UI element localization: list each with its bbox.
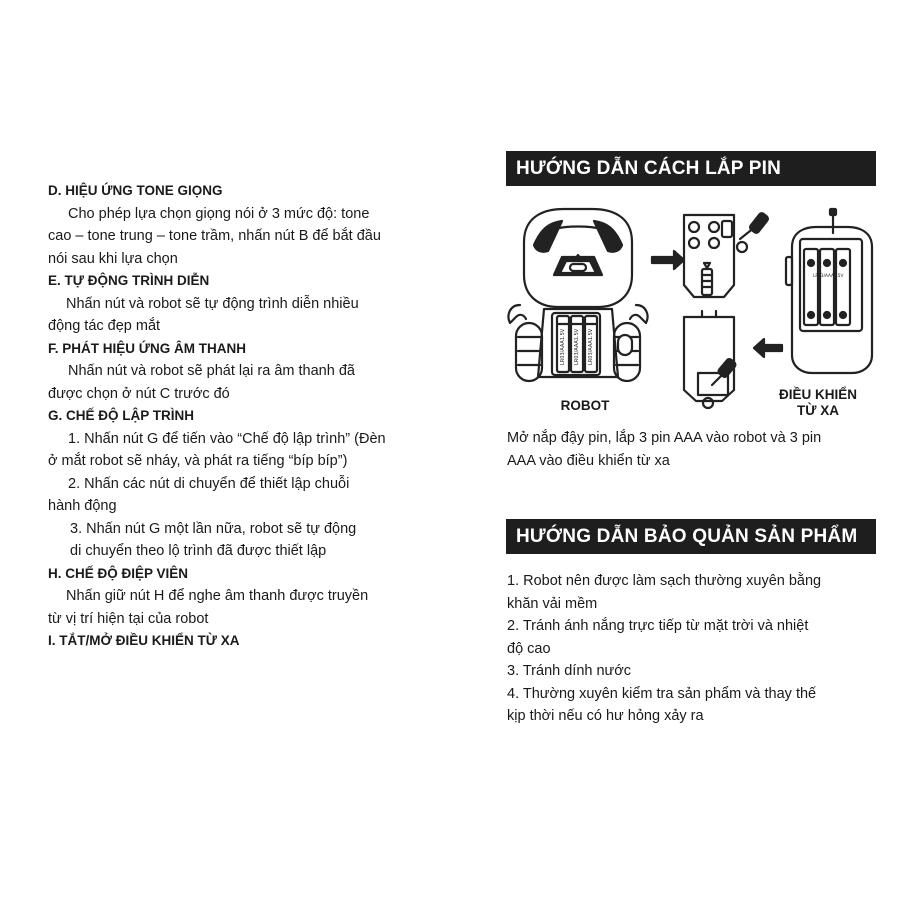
section-h-heading: H. CHẾ ĐỘ ĐIỆP VIÊN bbox=[48, 565, 189, 581]
section-g-item: 1. Nhấn nút G để tiến vào “Chế độ lập trình” (Đèn bbox=[68, 430, 386, 447]
section-g-heading: G. CHẾ ĐỘ LẬP TRÌNH bbox=[48, 408, 195, 423]
robot-label: ROBOT bbox=[560, 398, 610, 413]
battery-cover-illustration bbox=[684, 215, 734, 297]
battery-description-line: Mở nắp đậy pin, lắp 3 pin AAA vào robot và 3 pin bbox=[507, 430, 822, 446]
section-f-text: được chọn ở nút C trước đó bbox=[48, 385, 230, 402]
care-section-title: HƯỚNG DẪN BẢO QUẢN SẢN PHẨM bbox=[506, 519, 876, 554]
care-item: 1. Robot nên được làm sạch thường xuyên bằng bbox=[507, 573, 822, 589]
care-item: khăn vải mềm bbox=[507, 595, 598, 612]
screwdriver-icon bbox=[737, 212, 769, 252]
section-e-heading: E. TỰ ĐỘNG TRÌNH DIỄN bbox=[48, 273, 210, 288]
section-g-item: 2. Nhấn các nút di chuyển để thiết lập chuỗi bbox=[68, 475, 350, 492]
section-d-text: Cho phép lựa chọn giọng nói ở 3 mức độ: tone bbox=[68, 205, 370, 222]
arrow-left-icon bbox=[754, 339, 782, 357]
section-g-item: ở mắt robot sẽ nháy, và phát ra tiếng “bíp bíp”) bbox=[48, 453, 348, 469]
remote-label-line1: ĐIỀU KHIỂN bbox=[778, 387, 857, 402]
section-e-text: Nhấn nút và robot sẽ tự động trình diễn nhiều bbox=[66, 295, 359, 312]
battery-illustration bbox=[506, 205, 876, 425]
section-h-text: từ vị trí hiện tại của robot bbox=[48, 610, 209, 627]
section-f-text: Nhấn nút và robot sẽ phát lại ra âm thanh đã bbox=[68, 363, 355, 379]
battery-description-line: AAA vào điều khiển từ xa bbox=[507, 452, 670, 469]
section-f-heading: F. PHÁT HIỆU ỨNG ÂM THANH bbox=[48, 340, 246, 356]
remote-illustration bbox=[786, 209, 872, 373]
battery-label: LR03/AAA1.5V bbox=[574, 328, 580, 365]
care-item: độ cao bbox=[507, 640, 551, 657]
care-item: 4. Thường xuyên kiểm tra sản phẩm và thay thế bbox=[507, 685, 817, 702]
remote-battery bbox=[804, 249, 850, 325]
care-instructions bbox=[507, 570, 882, 728]
battery-label: LR03/AAA1.5V bbox=[813, 273, 844, 278]
feature-instructions bbox=[48, 180, 448, 653]
section-g-item: di chuyển theo lộ trình đã được thiết lập bbox=[70, 543, 327, 559]
care-item: 3. Tránh dính nước bbox=[507, 663, 632, 679]
battery-label: LR03/AAA1.5V bbox=[588, 328, 594, 365]
section-i-heading: I. TẮT/MỞ ĐIỀU KHIỂN TỪ XA bbox=[48, 633, 240, 648]
care-item: kịp thời nếu có hư hỏng xảy ra bbox=[507, 708, 704, 724]
battery-description bbox=[507, 427, 882, 472]
remote-label bbox=[758, 387, 878, 419]
section-d-heading: D. HIỆU ỨNG TONE GIỌNG bbox=[48, 183, 223, 198]
care-item: 2. Tránh ánh nắng trực tiếp từ mặt trời và nhiệt bbox=[507, 618, 809, 634]
section-d-text: cao – tone trung – tone trầm, nhấn nút B để bắt đầu bbox=[48, 228, 381, 244]
section-d-text: nói sau khi lựa chọn bbox=[48, 250, 178, 267]
remote-label-line2: TỪ XA bbox=[797, 403, 839, 418]
section-g-item: hành động bbox=[48, 498, 117, 514]
section-h-text: Nhấn giữ nút H để nghe âm thanh được truyền bbox=[66, 588, 369, 604]
battery-section-title: HƯỚNG DẪN CÁCH LẮP PIN bbox=[506, 151, 876, 186]
battery-label: LR03/AAA1.5V bbox=[560, 328, 566, 365]
section-g-item: 3. Nhấn nút G một lần nữa, robot sẽ tự động bbox=[70, 520, 357, 537]
arrow-right-icon bbox=[652, 251, 684, 269]
section-e-text: động tác đẹp mắt bbox=[48, 318, 161, 334]
